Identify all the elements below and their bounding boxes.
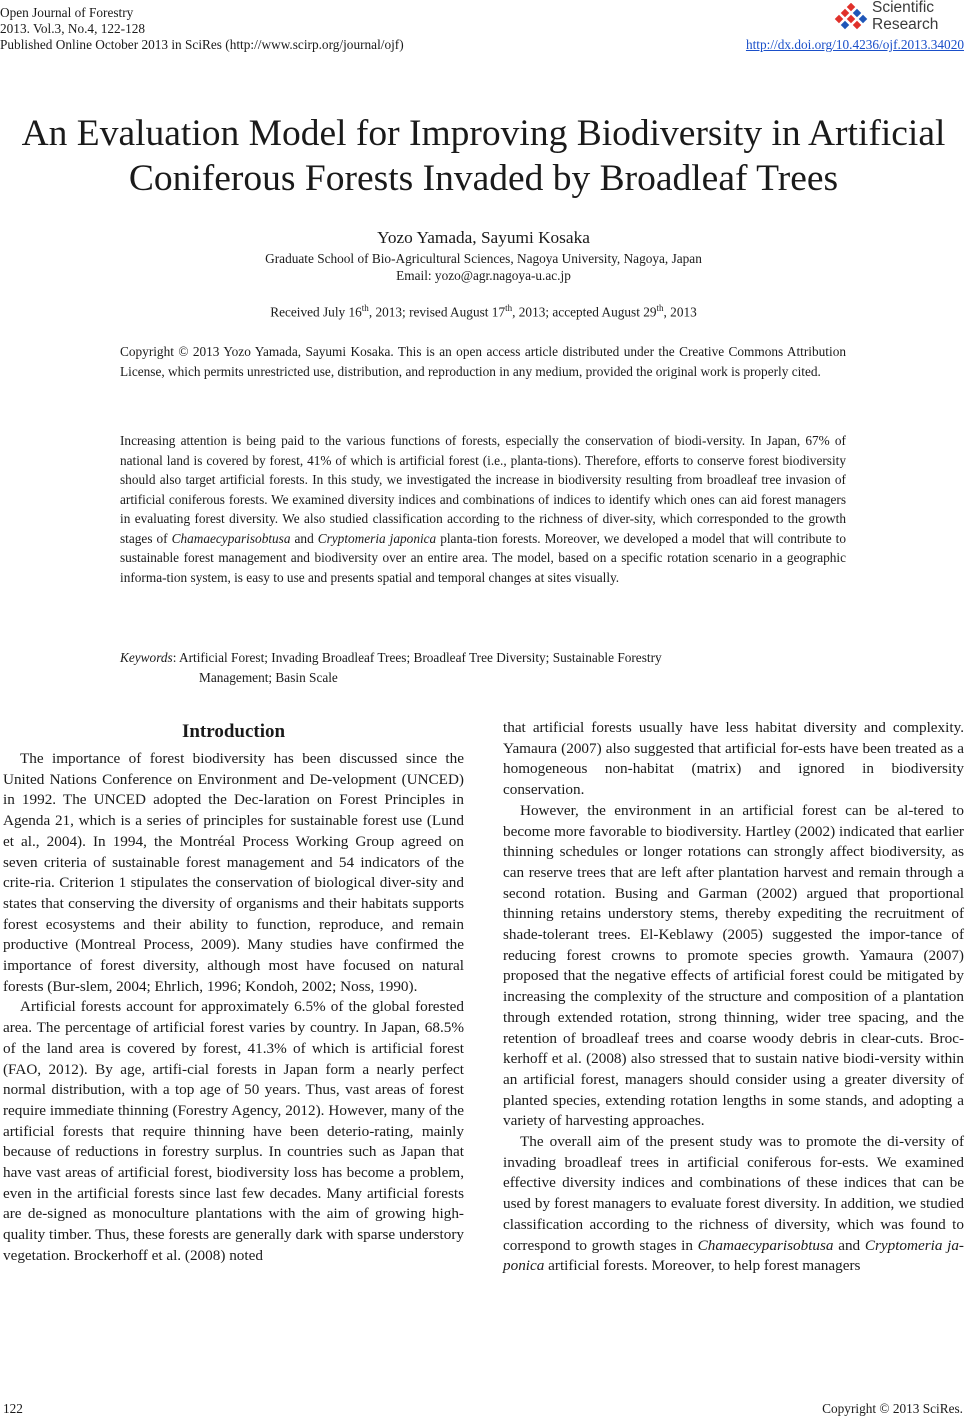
- author-affiliation: Graduate School of Bio-Agricultural Sciences, Nagoya University, Nagoya, Japan Email: yozo@agr.nagoya-u.ac.jp: [0, 250, 967, 284]
- section-title: Introduction: [181, 721, 286, 742]
- journal-name: Open Journal of Forestry: [0, 5, 134, 20]
- footer-copyright: Copyright © 2013 SciRes.: [822, 1401, 963, 1416]
- species-name: Cryptomeria japonica: [317, 530, 437, 546]
- author-email: Email: yozo@agr.nagoya-u.ac.jp: [396, 268, 571, 283]
- left-column: [3, 720, 464, 1267]
- species-name: Chamaecyparisobtusa: [171, 530, 291, 546]
- paragraph: that artificial forests usually have less habitat diversity and complexity. Yamaura (2007) also suggested that artificial for-ests have been treated as a homogeneous non-habitat (matrix) and ignored in biodiversity conservation.: [503, 719, 964, 799]
- paragraph: Artificial forests account for approximately 6.5% of the global forested area. The percentage of artificial forest varies by country. In Japan, 68.5% of the land area is covered by forest, 41.3% of which is artificial forest (FAO, 2012). By age, artifi-cial forests in Japan form a nearly perfect normal distribution, with a top age of 50 years. Thus, vast areas of forest require immediate thinning (Forestry Agency, 2012). However, many of the artificial forests that require thinning have been deterio-rating, mainly because of reductions in forestry surplus. In countries such as Japan that have vast areas of artificial forest, biodiversity loss has become a problem, even in the artificial forests since last few decades. Many artificial forests are de-signed as monoculture plantations with the aim of growing high-quality timber. Thus, these forests are generally dark with sparse understory vegetation. Brockerhoff et al. (2008) noted: [3, 998, 464, 1264]
- publisher-logo-text: Scientific Research: [872, 0, 939, 33]
- journal-volume: 2013. Vol.3, No.4, 122-128: [0, 21, 146, 36]
- paragraph: However, the environment in an artificial forest can be al-tered to become more favorable to biodiversity. Hartley (2002) indicated that earlier thinning schedules or longer rotations can strongly affect biodiversity, as can reserve trees that are left after plantation harvest and remain through a second rotation. Busing and Garman (2002) argued that proportional thinning retains understory stems, thereby expediting the recruitment of shade-tolerant trees. El-Keblawy (2005) suggested the impor-tance of reducing forest crowns to promote species growth. Yamaura (2007) proposed that the negative effects of artificial forest could be mitigated by increasing the complexity of the structure and composition of a plantation through extended rotation, strong thinning, wider tree spacing, and the retention of broadleaf trees and coarse woody debris in clear-cuts. Broc-kerhoff et al. (2008) also stressed that to sustain native biodi-versity within an artificial forest, managers should consider using a greater diversity of planted species, extending rotation lengths in some stands, and adopting a variety of harvesting approaches.: [503, 801, 964, 1130]
- article-title: An Evaluation Model for Improving Biodiversity in Artificial Coniferous Forests Invaded by Broadleaf Trees: [21, 113, 946, 199]
- journal-header: [0, 5, 404, 53]
- paragraph: The overall aim of the present study was to promote the di-versity of invading broadleaf trees in artificial coniferous for-ests. We examined effective diversity indices and combinations of these indices that can be used by forest managers to evaluate forest diversity. In addition, we studied classification according to the richness of diversity, which was found to correspond to growth stages in Chamaecyparisobtusa and Cryptomeria ja-ponica artificial forests. Moreover, to help forest managers: [503, 1133, 964, 1275]
- doi-link[interactable]: http://dx.doi.org/10.4236/ojf.2013.34020: [745, 37, 964, 52]
- received-dates: Received July 16th, 2013; revised August 17th, 2013; accepted August 29th, 2013: [270, 303, 697, 320]
- right-column: [503, 718, 964, 1277]
- paragraph: The importance of forest biodiversity has been discussed since the United Nations Conference on Environment and De-velopment (UNCED) in 1992. The UNCED adopted the Dec-laration on Forest Principles in Agenda 21, which is a series of principles for sustainable forest use (Lund et al., 2004). In 1994, the Montréal Process Working Group agreed on seven criteria of sustainable forest management and 54 indicators of the crite-ria. Criterion 1 stipulates the conservation of biological diver-sity and states that conserving the diversity of organisms and their habitats supports forest ecosystems and their ability to function, reproduce, and remain productive (Montreal Process, 2009). Many studies have confirmed the importance of forest diversity, although most have focused on natural forests (Bur-slem, 2004; Ehrlich, 1996; Kondoh, 2002; Noss, 1990).: [3, 750, 464, 995]
- page-number: 122: [3, 1401, 23, 1416]
- article-authors: Yozo Yamada, Sayumi Kosaka: [377, 228, 590, 247]
- keywords: Keywords: Artificial Forest; Invading Broadleaf Trees; Broadleaf Tree Diversity; Sustainable Forestry Management; Basin Scale: [120, 650, 662, 685]
- species-name: Chamaecyparisobtusa: [697, 1236, 834, 1254]
- species-name: Cryptomeria ja-ponica: [503, 1236, 964, 1275]
- keywords-label: Keywords: [120, 650, 173, 665]
- copyright-notice: Copyright © 2013 Yozo Yamada, Sayumi Kosaka. This is an open access article distributed under the Creative Commons Attribution License, which permits unrestricted use, distribution, and reproduction in any medium, provided the original work is properly cited.: [120, 344, 846, 379]
- publisher-logo: [834, 0, 964, 36]
- scientific-research-logo-icon: [834, 3, 870, 33]
- publication-info: Published Online October 2013 in SciRes (http://www.scirp.org/journal/ojf): [0, 37, 404, 52]
- abstract: Increasing attention is being paid to the various functions of forests, especially the conservation of biodi-versity. In Japan, 67% of national land is covered by forest, 41% of which is artificial forest (i.e., planta-tions). Therefore, efforts to conserve forest biodiversity should also target artificial forests. In this study, we investigated the increase in biodiversity resulting from broadleaf tree invasion of artificial coniferous forests. We examined diversity indices and combinations of indices to identify which ones can aid forest managers in evaluating forest diversity. We also studied classification according to the richness of diver-sity, which corresponded to the growth stages of Chamaecyparisobtusa and Cryptomeria japonica planta-tion forests. Moreover, we developed a model that will contribute to sustainable forest management and biodiversity over an entire area. The model, based on a specific rotation scenario in a geographic informa-tion system, is easy to use and presents spatial and temporal changes at sites visually.: [120, 433, 846, 585]
